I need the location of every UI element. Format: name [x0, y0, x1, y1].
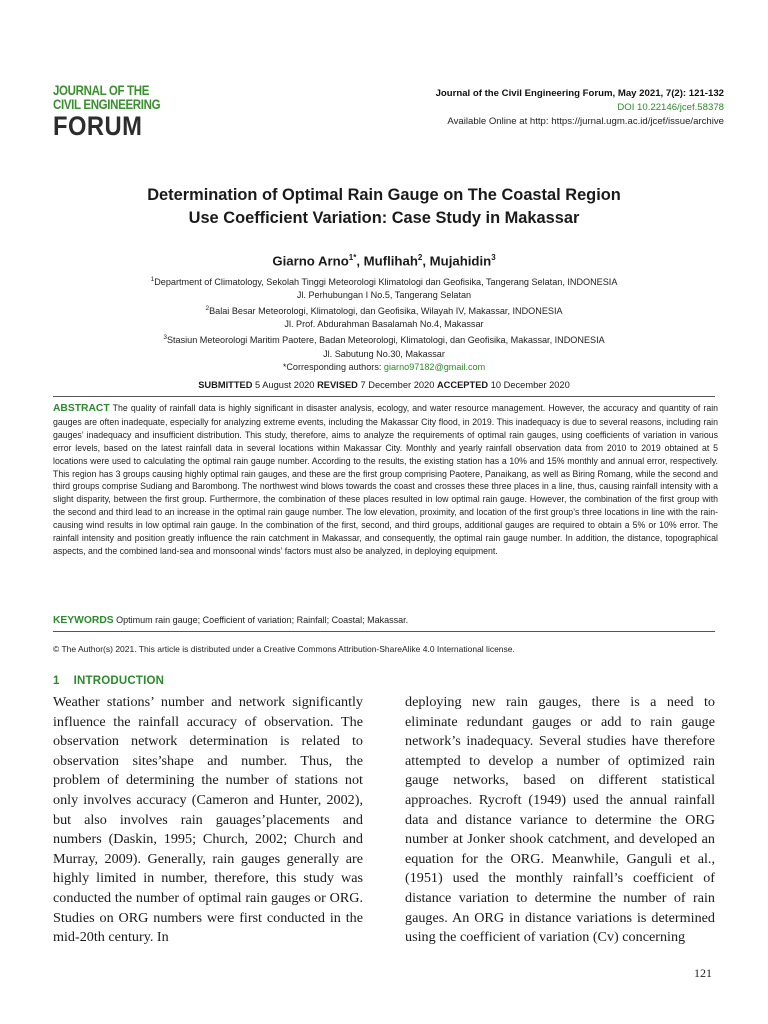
- abstract-text: The quality of rainfall data is highly significant in disaster analysis, ecology, and water resource management. However, the accuracy and quantity of rain gauges are often inadequate, especially for analyzing extreme events, including the Makassar City flood, in 2019. This inadequacy is due to several reasons, including rain gauges’ inadequacy and insufficient distribution. This study, therefore, aims to analyze the requirements of optimal rain gauges, using coefficients of variation in various error levels, based on the latest rainfall data in several locations within Makassar City. Monthly and yearly rainfall observation data from 2010 to 2019 obtained at 5 locations were used to calculating the optimal rain gauge number. According to the results, the existing station has a 10% and 15% monthly and annual error, respectively. This region has 3 groups causing highly optimal rain gauges, and these are the first group comprising Paotere, Panaikang, as well as Biring Romang, while the second and third groups comprise Sudiang and Barombong. The northwest wind blows towards the coast and crosses these three places in a line, thus, causing rainfall intensity with a slight disparity, between the first group. Furthermore, the combination of these places resulted in low optimal rain gauge. However, the combination of the first group with the second and third lead to an increase in the optimal rain gauge number. The low elevation, proximity, and location of the first group’s three locations in line with the rain-causing wind results in low optimal rain gauge. In the combination of the first, second, and third groups, additional gauges are required to obtain a 5% or 10% error. The rainfall intensity and position greatly influence the rain catchment in Makassar, and consequently, the optimal rain gauge number. In addition, the distance, topographical aspects, and the combined land-sea and monsoonal winds’ factors must also be analyzed, in deploying equipment.: [53, 403, 718, 556]
- abstract: [53, 402, 718, 558]
- accepted-date: 10 December 2020: [488, 380, 570, 390]
- affiliation-line: [60, 331, 708, 347]
- page-number: 121: [694, 966, 712, 980]
- author-list: [60, 253, 708, 268]
- author-name: Muflihah: [363, 253, 418, 269]
- body-column-right: deploying new rain gauges, there is a need to eliminate redundant gauges or add to rain gauge network’s inadequacy. Several studies have therefore attempted to develop a number of optimized rain gauge networks, based on different statistical approaches. Rycroft (1949) used the annual rainfall data and distance variance to determine the ORG number at Jonker shook catchment, and developed an equation for the ORG. Meanwhile, Ganguli et al., (1951) used the monthly rainfall’s coefficient of distance variation to determine the number of rain gauges. An ORG in distance variations is determined using the coefficient of variation (Cv) concerning: [405, 694, 715, 946]
- affiliation-text: Jl. Perhubungan I No.5, Tangerang Selatan: [296, 290, 472, 301]
- submitted-label: SUBMITTED: [198, 380, 253, 390]
- journal-header: [436, 87, 724, 129]
- revised-label: REVISED: [317, 380, 358, 390]
- journal-citation: Journal of the Civil Engineering Forum, May 2021, 7(2): 121-132: [435, 88, 724, 99]
- author-affil-mark: 1*: [348, 253, 357, 262]
- title-line-2: Use Coefficient Variation: Case Study in Makassar: [188, 209, 580, 227]
- license-notice: © The Author(s) 2021. This article is distributed under a Creative Commons Attribution-ShareAlike 4.0 International license.: [53, 644, 515, 654]
- accepted-label: ACCEPTED: [436, 380, 489, 390]
- affiliation-text: Jl. Prof. Abdurahman Basalamah No.4, Makassar: [284, 319, 484, 330]
- affiliation-line: [60, 318, 708, 331]
- affiliation-text: Balai Besar Meteorologi, Klimatologi, dan Geofisika, Wilayah IV, Makassar, INDONESIA: [209, 306, 563, 317]
- author-name: Mujahidin: [429, 253, 492, 269]
- journal-logo: [53, 84, 163, 140]
- doi-link[interactable]: DOI 10.22146/jcef.58378: [617, 102, 724, 113]
- author-affil-mark: 3: [491, 253, 496, 262]
- body-column-left: Weather stations’ number and network significantly influence the rainfall accuracy of observation. The observation network determination is related to observation sites’shape and number. Thus, the problem of determining the number of stations not only involves accuracy (Cameron and Hunter, 2002), but also involves rain gauages’placements and numbers (Daskin, 1995; Church, 2002; Church and Murray, 2009). Generally, rain gauges generally are highly limited in number, therefore, this study was conducted the number of optimal rain gauges or ORG. Studies on ORG numbers were first conducted in the mid-20th century. In: [53, 694, 363, 946]
- affiliation-text: Stasiun Meteorologi Maritim Paotere, Badan Meteorologi, Klimatologi, dan Geofisika, Makassar, INDONESIA: [166, 335, 605, 346]
- keywords-label: KEYWORDS: [53, 615, 114, 626]
- availability-url[interactable]: Available Online at http: https://jurnal.ugm.ac.id/jcef/issue/archive: [447, 116, 724, 127]
- affiliations: [60, 273, 708, 374]
- title-line-1: Determination of Optimal Rain Gauge on The Coastal Region: [147, 186, 621, 204]
- divider-bottom: [53, 631, 715, 632]
- author-affil-mark: 2: [417, 253, 423, 262]
- author-name: Giarno Arno: [272, 253, 349, 269]
- revised-date: 7 December 2020: [357, 380, 437, 390]
- keywords-text: Optimum rain gauge; Coefficient of variation; Rainfall; Coastal; Makassar.: [113, 615, 409, 625]
- affiliation-text: Jl. Sabutung No.30, Makassar: [323, 348, 445, 359]
- abstract-label: ABSTRACT: [53, 403, 110, 414]
- paper-title: [60, 184, 708, 230]
- affiliation-line: [60, 348, 708, 361]
- affiliation-mark: 1: [150, 276, 155, 283]
- submission-dates: [60, 380, 708, 390]
- logo-line-3: FORUM: [53, 111, 143, 141]
- keywords: [53, 615, 718, 626]
- affiliation-mark: 3: [163, 334, 167, 342]
- affiliation-line: [60, 289, 708, 302]
- affiliation-mark: 2: [205, 305, 210, 313]
- author-separator: ,: [422, 253, 430, 269]
- section-title: INTRODUCTION: [73, 675, 165, 687]
- affiliation-line: [60, 302, 708, 318]
- affiliation-line: [60, 273, 708, 289]
- author-separator: ,: [356, 253, 364, 269]
- submitted-date: 5 August 2020: [252, 380, 318, 390]
- divider-top: [53, 396, 715, 397]
- logo-line-2: CIVIL ENGINEERING: [53, 97, 161, 112]
- section-heading: [53, 675, 164, 687]
- section-number: 1: [53, 675, 60, 687]
- corresponding-label: *Corresponding authors:: [282, 361, 384, 372]
- logo-line-1: JOURNAL OF THE: [53, 83, 150, 98]
- corresponding-email[interactable]: giarno97182@gmail.com: [383, 361, 486, 372]
- affiliation-text: Department of Climatology, Sekolah Tinggi Meteorologi Klimatologi dan Geofisika, Tangerang Selatan, INDONESIA: [154, 277, 618, 288]
- corresponding-author: [60, 361, 708, 374]
